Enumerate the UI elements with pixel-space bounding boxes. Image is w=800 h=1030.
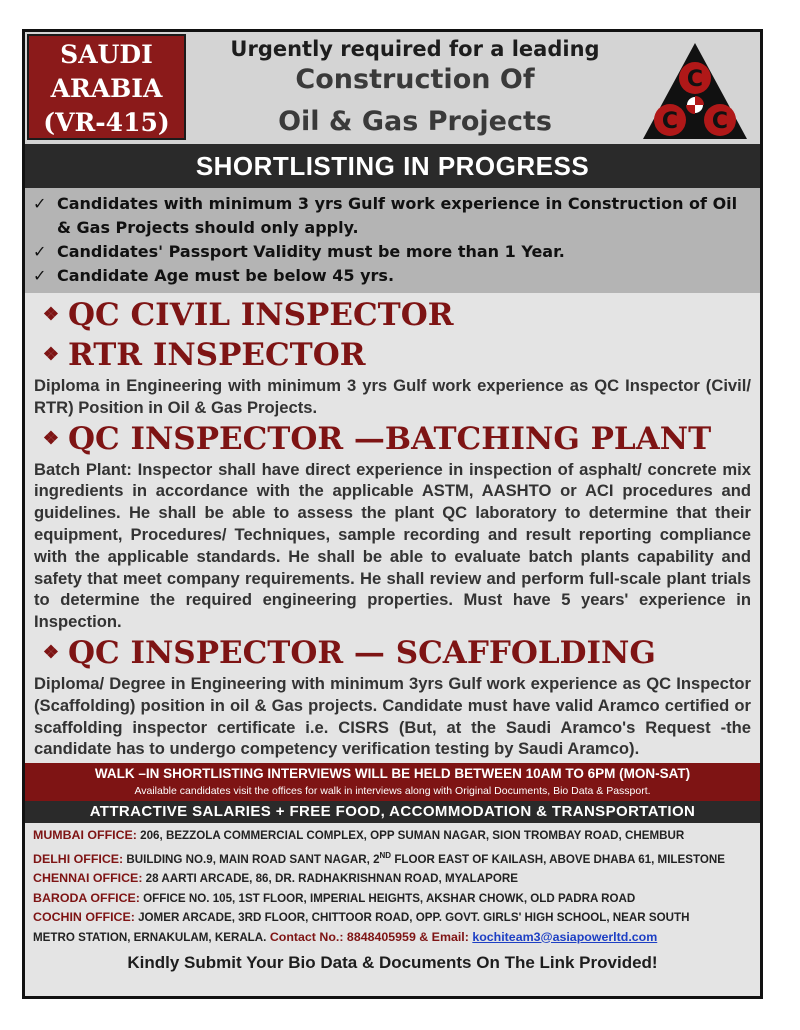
office-address-rest: FLOOR EAST OF KAILASH, ABOVE DHABA 61, MILESTONE (391, 852, 725, 866)
criteria-text: Candidate Age must be below 45 yrs. (57, 266, 395, 285)
walk-in-banner (25, 763, 760, 801)
benefits-banner: ATTRACTIVE SALARIES + FREE FOOD, ACCOMMODATION & TRANSPORTATION (25, 801, 760, 823)
office-address-continued: METRO STATION, ERNAKULAM, KERALA. (33, 930, 267, 944)
role-title: QC INSPECTOR —BATCHING PLANT (68, 420, 712, 457)
office-name: DELHI OFFICE: (33, 851, 124, 866)
email-link[interactable]: kochiteam3@asiapowerltd.com (472, 929, 658, 944)
office-cochin (33, 908, 752, 928)
badge-line-country-2: ARABIA (50, 74, 163, 103)
ordinal-suffix: ND (379, 850, 392, 860)
office-mumbai (33, 826, 752, 846)
contact-phone[interactable]: 8848405959 (346, 929, 416, 944)
headline-construction: Construction Of (295, 64, 535, 95)
office-delhi (33, 846, 752, 869)
office-address: 28 AARTI ARCADE, 86, DR. RADHAKRISHNAN ROAD, MYALAPORE (142, 872, 518, 886)
role-heading-scaffolding (34, 633, 751, 673)
headline-oil-gas: Oil & Gas Projects (278, 106, 552, 137)
role-description-civil-rtr: Diploma in Engineering with minimum 3 yrs Gulf work experience as QC Inspector (Civil/ RTR) Position in Oil & Gas Projects. (34, 376, 751, 417)
role-title: QC CIVIL INSPECTOR (68, 297, 454, 333)
poster-header (25, 32, 760, 144)
logo-letter-right: C (711, 109, 729, 134)
office-name: CHENNAI OFFICE: (33, 871, 143, 886)
contact-label: Contact No.: (266, 929, 347, 944)
office-addresses (25, 823, 760, 947)
role-description-scaffolding: Diploma/ Degree in Engineering with minimum 3yrs Gulf work experience as QC Inspector (Scaffolding) position in oil & Gas projects. Candidate must have valid Aramco certified or scaffolding inspector certificate i.e. CISRS (But, at the Saudi Aramco's Request -the candidate has to undergo competency verification testing by Saudi Aramco). (34, 673, 751, 759)
shortlisting-banner: SHORTLISTING IN PROGRESS (25, 144, 760, 188)
check-icon: ✓ (33, 242, 47, 261)
office-name: BARODA OFFICE: (33, 890, 140, 905)
job-poster (22, 29, 763, 999)
role-description-batching: Batch Plant: Inspector shall have direct experience in inspection of asphalt/ concrete mix ingredients in accordance with the applicable ASTM, AASHTO or ACI procedures and guidelines. He shall be able to assess the plant QC laboratory to determine that their equipment, Procedures/ Techniques, sample recording and result reporting compliance with the applicable standards. He shall be able to evaluate batch plants capability and safety that meet company requirements. He shall review and perform full-scale plant trials to determine the required engineering properties. Must have 5 years' experience in Inspection. (34, 459, 751, 632)
walk-in-subtitle: Available candidates visit the offices for walk in interviews along with Original Documents, Bio Data & Passport. (134, 785, 651, 798)
criteria-text: Candidates' Passport Validity must be more than 1 Year. (57, 242, 565, 261)
country-badge (27, 34, 186, 140)
badge-line-country: SAUDI (60, 40, 153, 69)
office-address: JOMER ARCADE, 3RD FLOOR, CHITTOOR ROAD, OPP. GOVT. GIRLS' HIGH SCHOOL, NEAR SOUTH (134, 911, 690, 925)
walk-in-title: WALK –IN SHORTLISTING INTERVIEWS WILL BE HELD BETWEEN 10AM TO 6PM (MON-SAT) (94, 766, 691, 782)
office-chennai (33, 869, 752, 889)
criteria-item (33, 240, 752, 264)
office-baroda (33, 889, 752, 909)
office-address: OFFICE NO. 105, 1ST FLOOR, IMPERIAL HEIGHTS, AKSHAR CHOWK, OLD PADRA ROAD (139, 891, 636, 905)
role-heading-rtr (34, 335, 751, 375)
criteria-item (33, 264, 752, 288)
diamond-icon: ❖ (42, 641, 60, 663)
diamond-icon: ❖ (42, 344, 60, 365)
role-title: QC INSPECTOR — SCAFFOLDING (68, 634, 656, 671)
role-heading-batching-plant (34, 419, 751, 459)
badge-line-code: (VR-415) (43, 108, 170, 137)
role-title: RTR INSPECTOR (68, 337, 366, 373)
office-address: 206, BEZZOLA COMMERCIAL COMPLEX, OPP SUMAN NAGAR, SION TROMBAY ROAD, CHEMBUR (136, 829, 685, 843)
office-cochin-contact (33, 928, 752, 948)
office-name: MUMBAI OFFICE: (33, 828, 137, 843)
role-heading-qc-civil (34, 295, 751, 335)
urgent-text: Urgently required for a leading (230, 37, 600, 61)
check-icon: ✓ (33, 266, 47, 285)
diamond-icon: ❖ (42, 427, 60, 449)
logo-letter-left: C (661, 109, 679, 134)
office-address: BUILDING NO.9, MAIN ROAD SANT NAGAR, 2 (123, 852, 380, 866)
positions-section (25, 293, 760, 760)
check-icon: ✓ (33, 194, 47, 213)
office-name: COCHIN OFFICE: (33, 910, 135, 925)
diamond-icon: ❖ (42, 304, 60, 325)
submit-instruction: Kindly Submit Your Bio Data & Documents On The Link Provided! (127, 953, 658, 973)
criteria-item (33, 192, 752, 240)
criteria-text: Candidates with minimum 3 yrs Gulf work experience in Construction of Oil & Gas Projects should only apply. (57, 194, 738, 237)
logo-letter-top: C (686, 67, 704, 92)
eligibility-criteria (25, 188, 760, 293)
email-label: & Email: (415, 929, 473, 944)
company-logo-icon (640, 40, 750, 142)
